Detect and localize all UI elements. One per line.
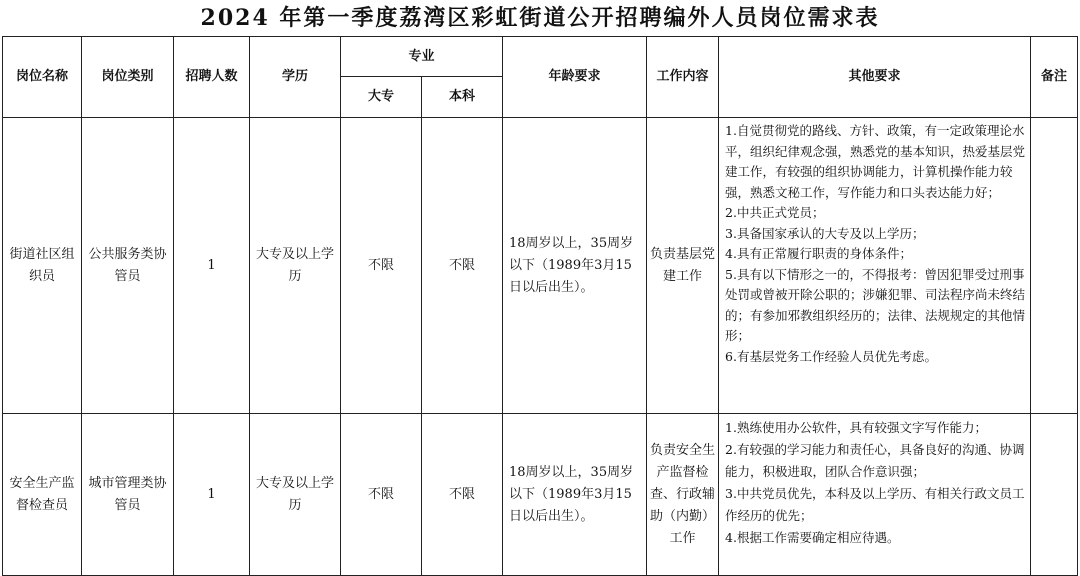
position-type-text: 城市管理类协管员 [88,475,167,513]
cell-hiring-count: 1 [174,414,250,576]
cell-position-type [82,118,174,414]
requirement-item: 4.具有正常履行职责的身体条件； [725,246,912,261]
header-major: 专业 [341,37,503,77]
header-age: 年龄要求 [503,37,647,118]
requirement-item: 5.具有以下情形之一的，不得报考：曾因犯罪受过刑事处罚或曾被开除公职的；涉嫌犯罪、司法程序尚未终结的；有参加邪教组织经历的；法律、法规规定的其他情形； [725,266,1026,343]
education-text: 大专及以上学历 [255,475,334,513]
cell-age [503,118,647,414]
requirement-item: 1.熟练使用办公软件，具有较强文字写作能力； [725,420,987,435]
table-row [3,118,1078,414]
cell-requirements [719,118,1031,414]
requirement-item: 3.具备国家承认的大专及以上学历； [725,225,925,241]
header-remarks: 备注 [1031,37,1078,118]
requirement-item: 2.中共正式党员； [725,205,825,220]
header-major-bachelor: 本科 [422,77,503,118]
age-text: 18周岁以上，35周岁以下（1989年3月15日以后出生）。 [509,235,634,295]
page-title: 2024 年第一季度荔湾区彩虹街道公开招聘编外人员岗位需求表 [200,5,880,31]
age-text: 18周岁以上，35周岁以下（1989年3月15日以后出生）。 [509,464,634,524]
position-type-text: 公共服务类协管员 [88,246,167,284]
requirement-item: 2.有较强的学习能力和责任心，具备良好的沟通、协调能力，积极进取，团队合作意识强； [725,442,1025,479]
cell-remarks [1031,118,1078,414]
work-text: 负责安全生产监督检查、行政辅助（内勤）工作 [650,442,716,546]
cell-major-junior: 不限 [341,118,422,414]
header-row [3,37,1078,77]
cell-requirements [719,414,1031,576]
header-education: 学历 [250,37,341,118]
cell-major-junior: 不限 [341,414,422,576]
cell-remarks [1031,414,1078,576]
cell-hiring-count: 1 [174,118,250,414]
cell-education [250,118,341,414]
cell-position-type [82,414,174,576]
cell-major-bachelor: 不限 [422,118,503,414]
cell-work [647,414,719,576]
header-major-junior: 大专 [341,77,422,118]
work-text: 负责基层党建工作 [650,246,716,284]
requirement-item: 6.有基层党务工作经验人员优先考虑。 [725,348,937,364]
header-position-type: 岗位类别 [82,37,174,118]
cell-position-name [3,118,82,414]
requirement-item: 3.中共党员优先，本科及以上学历、有相关行政文员工作经历的优先； [725,486,1025,523]
requirement-item: 4.根据工作需要确定相应待遇。 [725,530,900,545]
cell-work [647,118,719,414]
cell-age [503,414,647,576]
position-table [2,36,1078,576]
education-text: 大专及以上学历 [255,246,334,284]
header-work: 工作内容 [647,37,719,118]
cell-major-bachelor: 不限 [422,414,503,576]
table-row [3,414,1078,576]
header-position-name: 岗位名称 [3,37,82,118]
position-name-text: 安全生产监督检查员 [9,475,75,513]
header-hiring-count: 招聘人数 [174,37,250,118]
header-other: 其他要求 [719,37,1031,118]
cell-position-name [3,414,82,576]
cell-education [250,414,341,576]
requirement-item: 1.自觉贯彻党的路线、方针、政策，有一定政策理论水平，组织纪律观念强，熟悉党的基本知识，热爱基层党建工作，有较强的组织协调能力，计算机操作能力较强，熟悉文秘工作，写作能力和口头表达能力好； [725,123,1026,200]
position-name-text: 街道社区组织员 [9,246,75,284]
